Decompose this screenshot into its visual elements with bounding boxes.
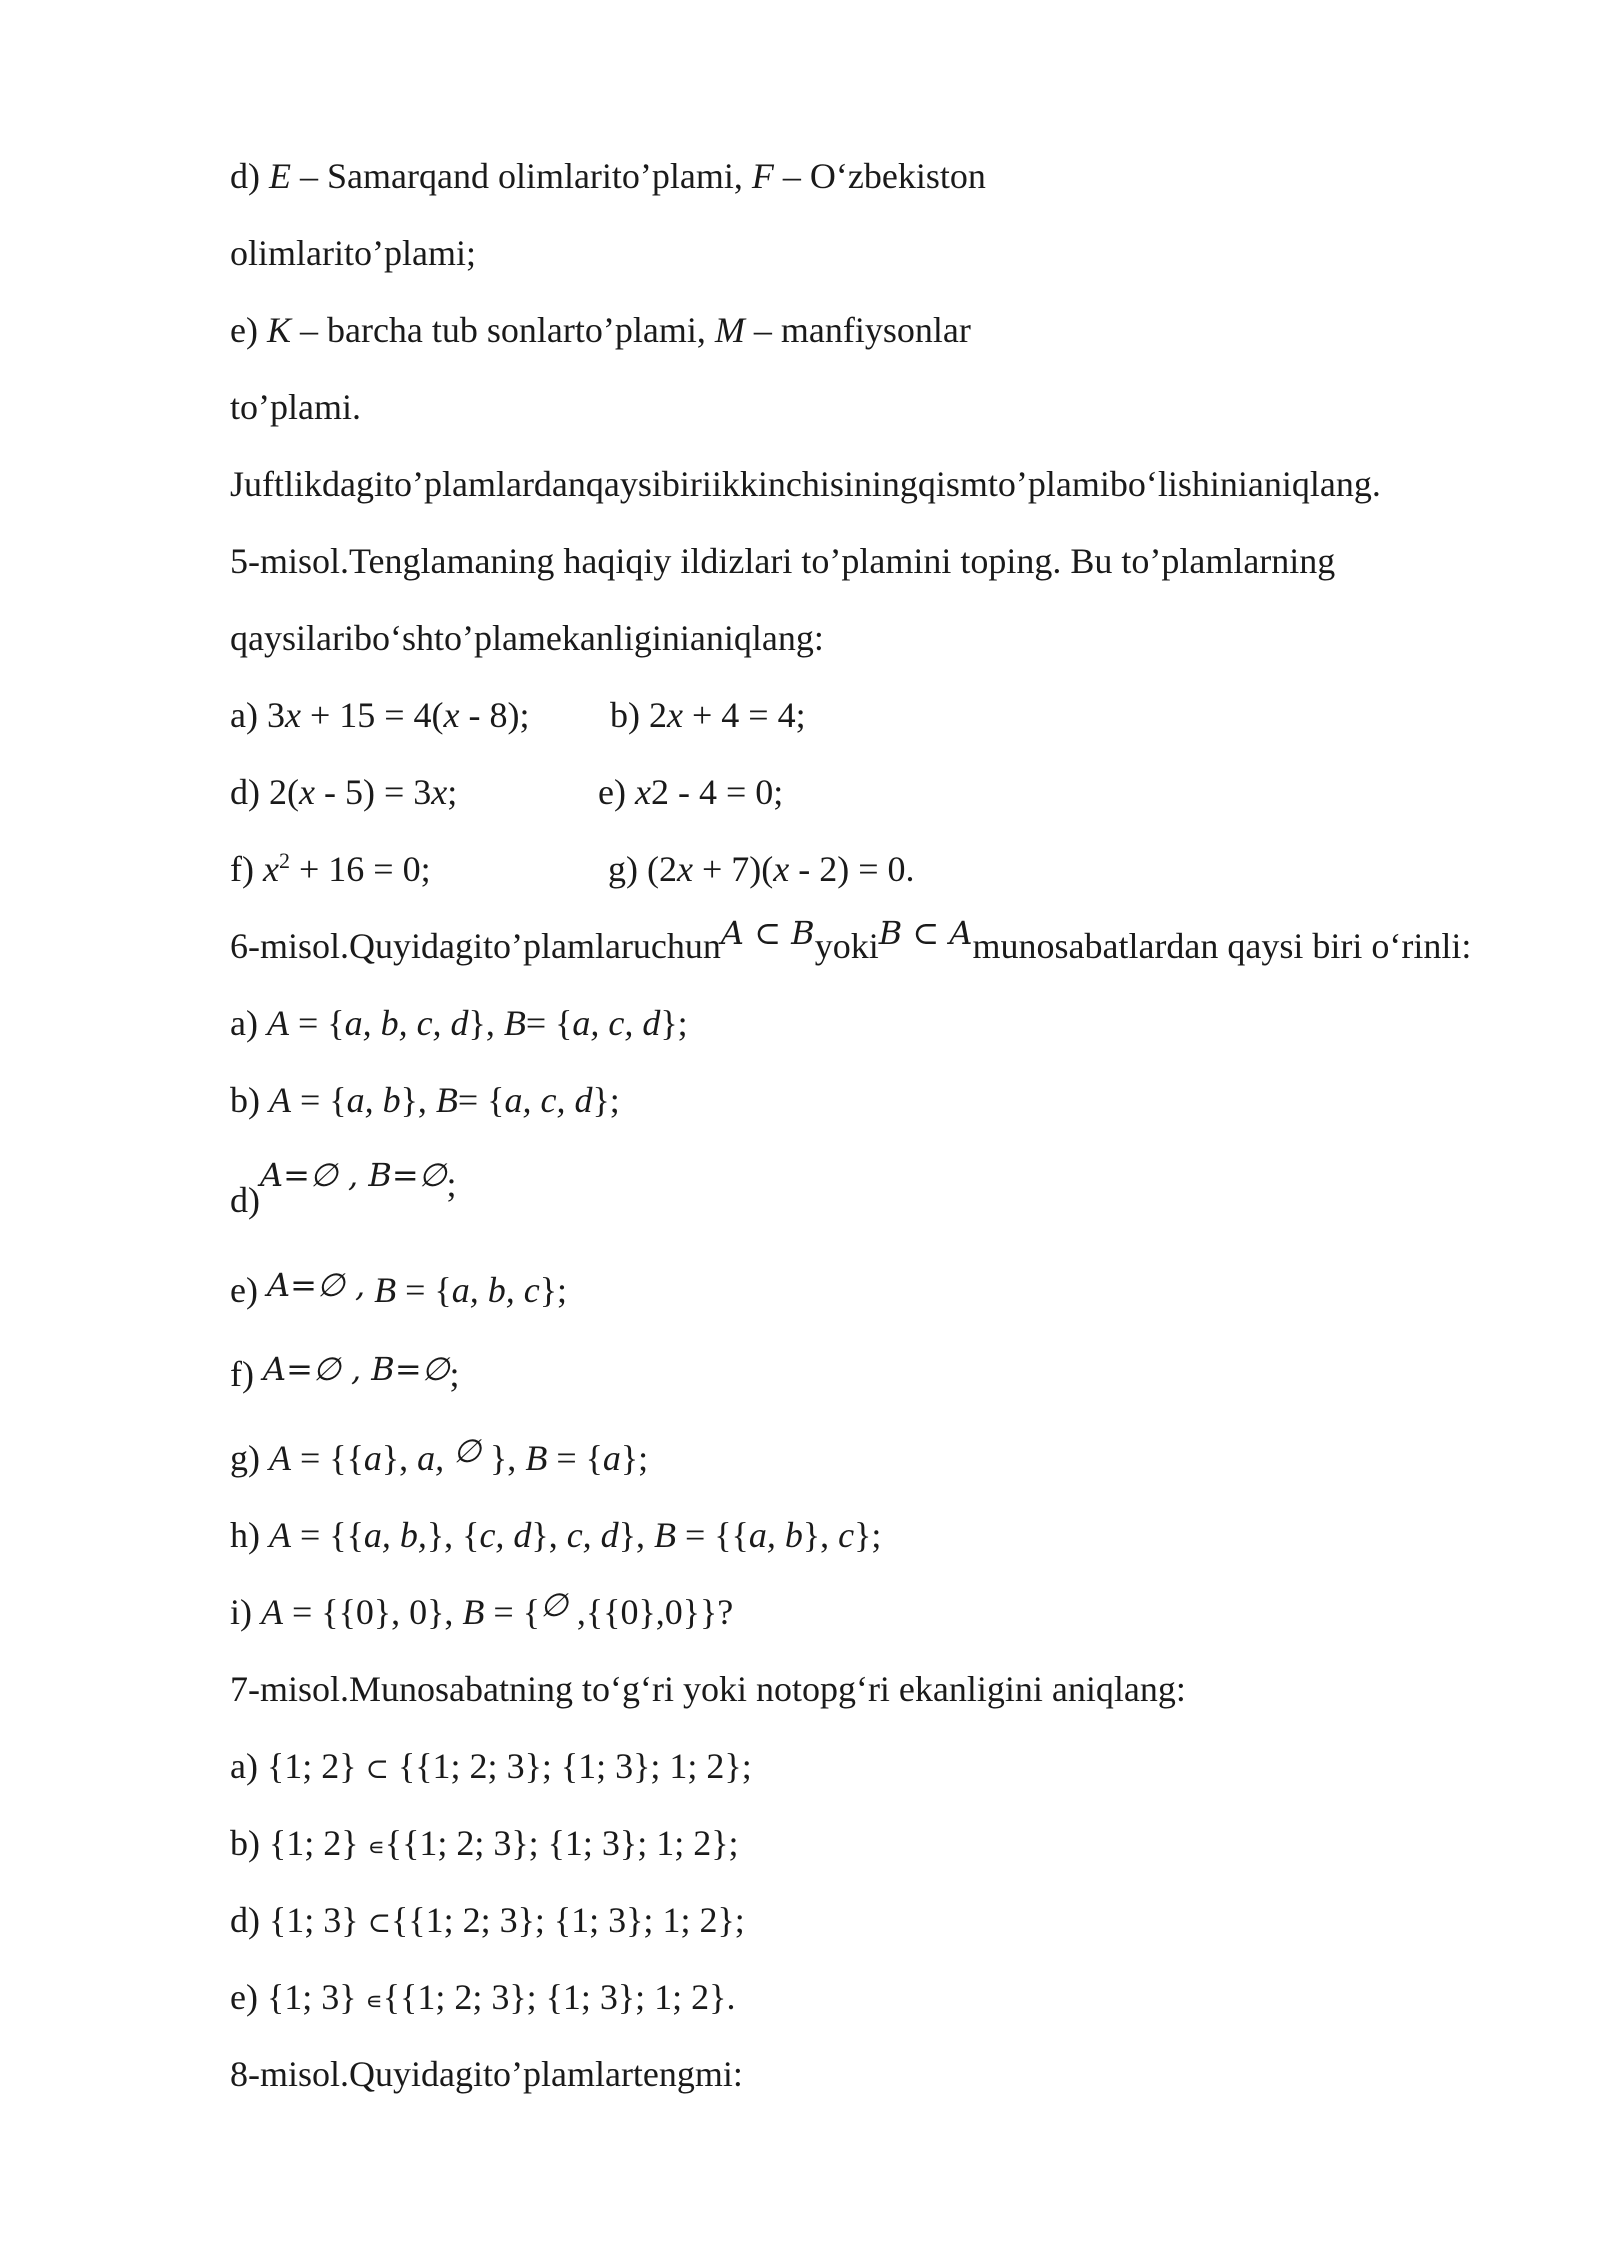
misol7-title: 7-misol.Munosabatning to‘g‘ri yoki notopg‘ri ekanligini aniqlang: [230,1669,1186,1709]
set-pair-f: f) A=∅ , B=∅; [230,1350,460,1394]
var-f: F [751,156,774,196]
misol8-title: 8-misol.Quyidagito’plamlartengmi: [230,2054,743,2094]
empty-set-formula: A=∅ , B=∅ [262,1350,450,1388]
equation-a: a) 3x + 15 = 4(x - 8); [230,695,530,735]
var-e: E [269,156,291,196]
set-pair-g: g) A = {{a}, a, ∅ }, B = {a}; [230,1432,649,1478]
subset-symbol: ⊂ [365,1754,389,1785]
empty-set-symbol: ∅ [453,1432,482,1470]
equation-row [230,693,1430,737]
set-pair-d: d)A=∅ , B=∅; [230,1156,457,1220]
text-line-ek [230,308,971,352]
item-label: d) [230,156,269,196]
relation-item: d) {1; 3} ⊂{{1; 2; 3}; {1; 3}; 1; 2}; [230,1900,745,1940]
element-symbol: ∊ [367,1835,385,1861]
equation-d: d) 2(x - 5) = 3x; [230,772,458,812]
subset-relation: B ⊂ A [878,914,973,952]
text-segment: – O‘zbekiston [773,156,986,196]
subset-relation: A ⊂ B [720,914,815,952]
equation-g: g) (2x + 7)(x - 2) = 0. [608,849,915,889]
subset-symbol: ⊂ [367,1908,392,1939]
text-line: olimlarito’plami; [230,233,476,273]
equation-f: f) $x^2 + 16 = 0$; [230,848,431,889]
relation-item: b) {1; 2} ∊{{1; 2; 3}; {1; 3}; 1; 2}; [230,1823,739,1863]
set-pair-h: h) A = {{a, b,}, {c, d}, c, d}, B = {{a, b}, c}; [230,1515,882,1555]
text-segment: – barcha tub sonlarto’plami, [290,310,715,350]
text-segment: – manfiysonlar [744,310,971,350]
instruction-line: Juftlikdagito’plamlardanqaysibiriikkinchisiningqismto’plamibo‘lishinianiqlang. [230,464,1381,504]
element-symbol: ∊ [365,1989,383,2015]
var-k: K [266,310,291,350]
misol5-title: 5-misol.Tenglamaning haqiqiy ildizlari to’plamini toping. Bu to’plamlarning [230,541,1336,581]
text-segment: – Samarqand olimlarito’plami, [291,156,752,196]
equation-e: e) x2 - 4 = 0; [598,772,784,812]
var-m: M [714,310,745,350]
relation-item: a) {1; 2} ⊂ {{1; 2; 3}; {1; 3}; 1; 2}; [230,1746,752,1786]
empty-set-formula: A=∅ , B=∅ [260,1156,447,1194]
relation-item: e) {1; 3} ∊{{1; 2; 3}; {1; 3}; 1; 2}. [230,1977,736,2017]
set-pair-a: a) A = {a, b, c, d}, B= {a, c, d}; [230,1003,688,1043]
equation-row [230,770,1430,814]
equation-b: b) 2x + 4 = 4; [610,695,806,735]
item-label: e) [230,310,267,350]
set-pair-e: e) A=∅ , B = {a, b, c}; [230,1266,567,1310]
empty-set-formula: A=∅ , [266,1266,366,1304]
equation-row [230,847,1430,891]
text-line: to’plami. [230,387,361,427]
set-pair-b: b) A = {a, b}, B= {a, c, d}; [230,1080,620,1120]
set-pair-i: i) A = {{0}, 0}, B = {∅ ,{{0},0}}? [230,1586,734,1632]
text-line-de [230,154,986,198]
misol6-title: 6-misol.Quyidagito’plamlaruchunA ⊂ ByokiB ⊂ Amunosabatlardan qaysi biri o‘rinli: [230,914,1472,966]
text-line: qaysilaribo‘shto’plamekanliginianiqlang: [230,618,824,658]
empty-set-symbol: ∅ [540,1586,568,1624]
